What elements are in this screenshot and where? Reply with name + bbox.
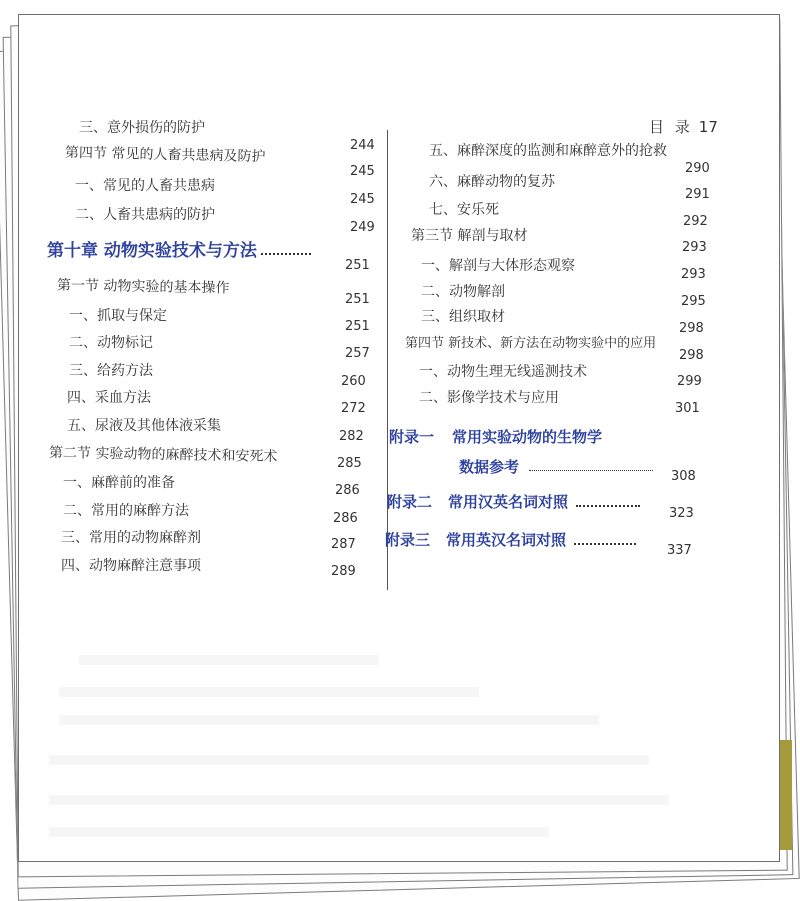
toc-page-number: 293 (682, 240, 707, 255)
running-head (649, 116, 718, 137)
show-through-text (59, 687, 479, 697)
appendix-title: 常用实验动物的生物学 (452, 428, 603, 446)
toc-page-number: 287 (331, 537, 356, 552)
toc-entry-text: 四、采血方法 (67, 390, 151, 406)
show-through-text (79, 655, 379, 665)
show-through-text (59, 715, 599, 725)
appendix-label: 附录二 (387, 493, 433, 511)
toc-entry-text: 二、人畜共患病的防护 (75, 207, 215, 223)
leader-dots (261, 247, 311, 255)
appendix-3-heading (385, 529, 636, 550)
toc-page-number: 245 (350, 192, 375, 207)
appendix-2-heading (387, 491, 640, 512)
toc-entry-text: 第三节 解剖与取材 (411, 228, 528, 244)
toc-entry (419, 361, 587, 381)
toc-entry-text: 一、常见的人畜共患病 (75, 178, 215, 194)
toc-entry-text: 七、安乐死 (429, 202, 499, 218)
toc-page-number: 290 (685, 161, 710, 176)
toc-entry (419, 387, 559, 407)
toc-entry-text: 六、麻醉动物的复苏 (429, 174, 555, 190)
toc-page-number: 295 (681, 294, 706, 309)
leader-dots (576, 499, 640, 507)
toc-section (411, 225, 527, 245)
chapter-title: 第十章 动物实验技术与方法 (47, 241, 257, 261)
toc-page-number: 291 (685, 187, 710, 202)
toc-entry (69, 305, 167, 325)
appendix-title: 常用汉英名词对照 (448, 493, 569, 511)
toc-page-number: 289 (331, 564, 356, 579)
toc-page-number: 251 (345, 258, 370, 273)
toc-entry-text: 二、影像学技术与应用 (419, 390, 559, 406)
toc-page-number: 282 (339, 429, 364, 444)
toc-entry (429, 199, 499, 219)
toc-page-number: 251 (345, 292, 370, 307)
toc-entry (421, 281, 505, 301)
toc-page-number: 292 (683, 214, 708, 229)
toc-section (57, 274, 230, 297)
toc-page-number: 245 (350, 164, 375, 179)
toc-page-number: 301 (675, 401, 700, 416)
toc-entry-text: 第二节 实验动物的麻醉技术和安死术 (48, 445, 278, 465)
toc-entry-text: 三、常用的动物麻醉剂 (61, 530, 201, 546)
show-through-text (49, 795, 669, 805)
toc-entry (69, 360, 153, 380)
show-through-text (49, 755, 649, 765)
toc-entry (61, 555, 201, 575)
toc-entry (67, 415, 221, 435)
toc-section (405, 332, 656, 351)
running-head-page-number: 17 (698, 118, 718, 136)
leader-dots (529, 464, 653, 471)
toc-page (18, 14, 780, 862)
toc-entry (69, 332, 153, 352)
appendix-1-heading-line2 (459, 456, 653, 477)
toc-page-number: 337 (667, 543, 692, 558)
toc-entry (429, 171, 555, 191)
toc-page-number: 244 (350, 138, 375, 153)
toc-page-number: 249 (350, 220, 375, 235)
toc-entry-text: 三、组织取材 (421, 309, 505, 325)
appendix-label: 附录三 (385, 531, 431, 549)
toc-page-number: 298 (679, 321, 704, 336)
appendix-label: 附录一 (389, 428, 435, 446)
toc-page-number: 251 (345, 319, 370, 334)
toc-entry-text: 三、意外损伤的防护 (79, 120, 205, 136)
toc-entry-text: 第一节 动物实验的基本操作 (56, 277, 230, 297)
toc-entry-text: 五、尿液及其他体液采集 (67, 418, 221, 434)
toc-entry-text: 一、解剖与大体形态观察 (421, 258, 575, 274)
toc-entry-text: 二、常用的麻醉方法 (63, 503, 189, 519)
toc-entry (61, 527, 201, 547)
toc-page-number: 308 (671, 469, 696, 484)
toc-page-number: 293 (681, 267, 706, 282)
toc-entry-text: 第四节 新技术、新方法在动物实验中的应用 (405, 336, 657, 351)
toc-entry-text: 二、动物标记 (69, 335, 153, 351)
column-divider (387, 130, 388, 590)
toc-entry-text: 一、抓取与保定 (69, 308, 167, 324)
toc-entry-text: 四、动物麻醉注意事项 (61, 558, 201, 574)
toc-page-number: 272 (341, 401, 366, 416)
leader-dots (574, 537, 636, 545)
toc-page-number: 323 (669, 506, 694, 521)
show-through-text (49, 827, 549, 837)
toc-page-number: 257 (345, 346, 370, 361)
toc-entry (63, 472, 175, 492)
toc-entry (75, 175, 215, 195)
toc-entry-text: 五、麻醉深度的监测和麻醉意外的抢救 (429, 143, 667, 159)
toc-entry (63, 500, 189, 520)
toc-page-number: 286 (335, 483, 360, 498)
toc-page-number: 286 (333, 511, 358, 526)
chapter-heading (47, 236, 311, 261)
toc-entry-text: 一、麻醉前的准备 (63, 475, 175, 491)
cover-edge (778, 740, 792, 850)
toc-entry-text: 二、动物解剖 (421, 284, 505, 300)
toc-section (49, 442, 278, 466)
running-head-label: 目 录 (649, 118, 693, 136)
toc-page-number: 285 (337, 456, 362, 471)
toc-entry (429, 140, 667, 160)
toc-page-number: 299 (677, 374, 702, 389)
toc-entry (75, 204, 215, 224)
toc-page-number: 298 (679, 348, 704, 363)
appendix-1-heading (389, 426, 602, 447)
appendix-title-continued: 数据参考 (459, 458, 520, 476)
appendix-title: 常用英汉名词对照 (446, 531, 567, 549)
toc-entry (421, 255, 575, 275)
toc-section (65, 142, 266, 166)
toc-entry (67, 387, 151, 407)
toc-entry (79, 117, 205, 137)
toc-page-number: 260 (341, 374, 366, 389)
toc-entry-text: 第四节 常见的人畜共患病及防护 (64, 144, 266, 166)
toc-entry (421, 306, 505, 326)
toc-entry-text: 一、动物生理无线遥测技术 (419, 364, 587, 380)
toc-entry-text: 三、给药方法 (69, 363, 153, 379)
